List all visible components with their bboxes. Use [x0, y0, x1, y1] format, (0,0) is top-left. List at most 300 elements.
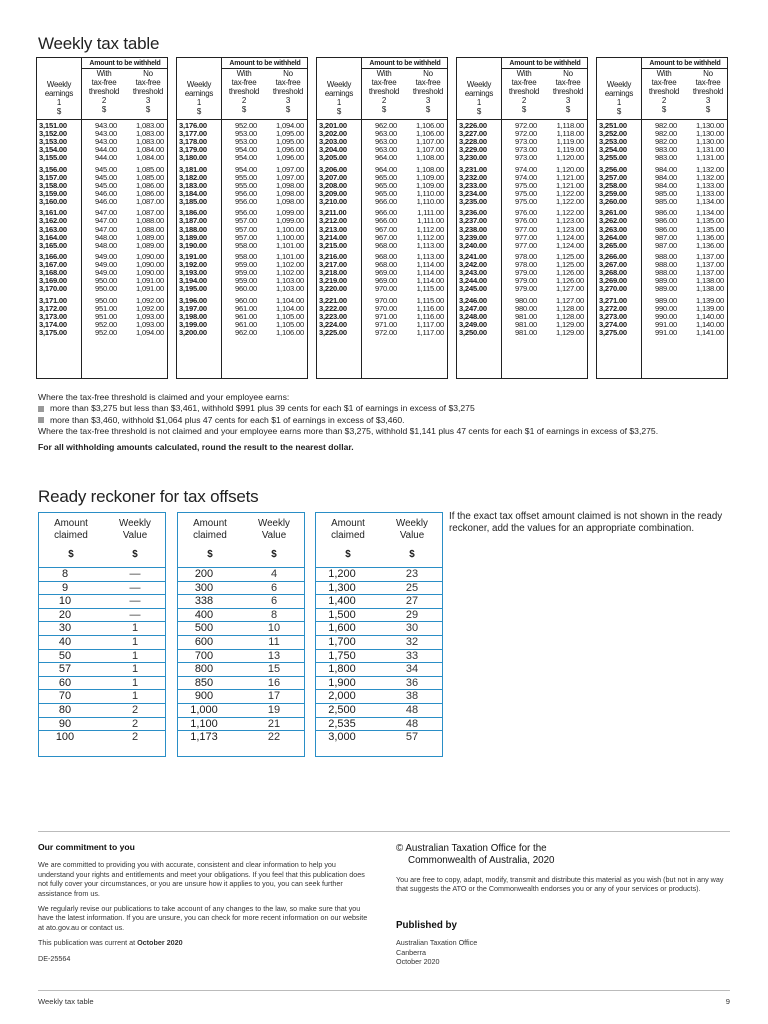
weekly-earnings: 3,252.00	[599, 129, 627, 139]
table-row	[316, 594, 442, 608]
no-threshold-amount: 1,108.00	[416, 153, 444, 163]
weekly-earnings: 3,232.00	[459, 172, 487, 182]
weekly-earnings: 3,236.00	[459, 208, 487, 218]
weekly-earnings: 3,230.00	[459, 153, 487, 163]
column-header-line: threshold	[648, 87, 680, 96]
notes-bullet-text: more than $3,460, withhold $1,064 plus 47 cents for each $1 of earnings in excess of $3,460.	[50, 414, 405, 425]
header-line: claimed	[331, 529, 365, 541]
amount-claimed: 57	[58, 663, 72, 676]
with-threshold-amount: 968.00	[374, 240, 397, 250]
column-header	[501, 69, 547, 114]
with-threshold-amount: 980.00	[514, 303, 537, 313]
with-threshold-amount: 960.00	[234, 295, 257, 305]
weekly-earnings: 3,265.00	[599, 240, 627, 250]
with-threshold-amount: 990.00	[654, 303, 677, 313]
table-row	[177, 154, 307, 162]
column-header-line: With	[236, 69, 252, 78]
notes-rounding: For all withholding amounts calculated, round the result to the nearest dollar.	[38, 442, 354, 453]
weekly-earnings: 3,170.00	[39, 284, 67, 294]
no-threshold-amount: 1,084.00	[136, 145, 164, 155]
no-threshold-amount: 1,121.00	[556, 180, 584, 190]
column-header-line: threshold	[88, 87, 120, 96]
weekly-value: 38	[405, 690, 419, 703]
no-threshold-amount: 1,088.00	[136, 216, 164, 226]
column-header	[407, 69, 449, 114]
table-row	[316, 717, 442, 731]
reckoner-table	[38, 512, 166, 757]
weekly-value: 11	[268, 635, 280, 648]
no-threshold-amount: 1,124.00	[556, 240, 584, 250]
weekly-earnings: 3,257.00	[599, 172, 627, 182]
amount-claimed: 500	[194, 622, 214, 635]
weekly-earnings: 3,209.00	[319, 188, 347, 198]
no-threshold-amount: 1,106.00	[276, 328, 304, 337]
no-threshold-amount: 1,108.00	[416, 164, 444, 174]
weekly-earnings: 3,228.00	[459, 137, 487, 147]
column-header-line: $	[101, 105, 107, 114]
weekly-earnings: 3,201.00	[319, 121, 347, 130]
column-header-line: With	[96, 69, 112, 78]
header-divider	[177, 119, 307, 120]
weekly-value: 48	[405, 703, 419, 716]
column-header-line: 1	[56, 98, 62, 107]
amount-claimed: 9	[61, 581, 69, 594]
no-threshold-amount: 1,088.00	[136, 224, 164, 234]
no-threshold-amount: 1,086.00	[136, 188, 164, 198]
with-threshold-amount: 981.00	[514, 319, 537, 329]
weekly-earnings: 3,251.00	[599, 121, 627, 130]
weekly-value: 29	[405, 608, 419, 621]
weekly-earnings: 3,229.00	[459, 145, 487, 155]
weekly-earnings: 3,207.00	[319, 172, 347, 182]
weekly-earnings: 3,199.00	[179, 319, 207, 329]
weekly-earnings: 3,269.00	[599, 276, 627, 286]
no-threshold-amount: 1,117.00	[416, 328, 444, 337]
with-threshold-amount: 952.00	[94, 328, 117, 337]
reckoner-note: If the exact tax offset amount claimed is not shown in the ready reckoner, add the values for an appropriate combination.	[449, 511, 723, 535]
weekly-earnings: 3,155.00	[39, 153, 67, 163]
no-threshold-amount: 1,140.00	[696, 311, 724, 321]
no-threshold-amount: 1,133.00	[696, 188, 724, 198]
weekly-earnings: 3,248.00	[459, 311, 487, 321]
column-header-line: 2	[381, 96, 387, 105]
weekly-earnings: 3,167.00	[39, 260, 67, 270]
amount-claimed: 800	[194, 663, 214, 676]
amount-claimed: 50	[58, 649, 72, 662]
table-row	[39, 730, 165, 744]
weekly-value: 32	[405, 635, 419, 648]
weekly-earnings: 3,176.00	[179, 121, 207, 130]
weekly-earnings: 3,273.00	[599, 311, 627, 321]
publication-code: DE-25564	[38, 953, 71, 963]
with-threshold-amount: 949.00	[94, 260, 117, 270]
copyright-title	[396, 843, 732, 867]
no-threshold-amount: 1,115.00	[416, 284, 444, 294]
amount-claimed: 1,600	[328, 622, 356, 635]
weekly-value: 36	[405, 676, 419, 689]
commitment-section	[38, 843, 373, 969]
weekly-tax-tables	[36, 57, 730, 379]
with-threshold-amount: 961.00	[234, 303, 257, 313]
weekly-value-header	[242, 518, 306, 541]
with-threshold-amount: 975.00	[514, 197, 537, 207]
header-line: Weekly	[258, 518, 290, 529]
with-threshold-amount: 945.00	[94, 180, 117, 190]
no-threshold-amount: 1,133.00	[696, 180, 724, 190]
no-threshold-amount: 1,109.00	[416, 172, 444, 182]
no-threshold-amount: 1,128.00	[556, 311, 584, 321]
with-threshold-amount: 980.00	[514, 295, 537, 305]
weekly-earnings: 3,254.00	[599, 145, 627, 155]
with-threshold-amount: 956.00	[234, 197, 257, 207]
with-threshold-amount: 979.00	[514, 268, 537, 278]
no-threshold-amount: 1,122.00	[556, 197, 584, 207]
no-threshold-amount: 1,136.00	[696, 232, 724, 242]
weekly-earnings: 3,258.00	[599, 180, 627, 190]
weekly-value: 10	[267, 622, 281, 635]
weekly-value: —	[129, 595, 141, 608]
no-threshold-amount: 1,136.00	[696, 240, 724, 250]
no-threshold-amount: 1,089.00	[136, 232, 164, 242]
with-threshold-amount: 950.00	[94, 295, 117, 305]
weekly-earnings: 3,183.00	[179, 180, 207, 190]
reckoner-header	[178, 513, 304, 567]
amount-claimed: 2,500	[328, 703, 356, 716]
copyright-section	[396, 843, 732, 966]
weekly-earnings: 3,192.00	[179, 260, 207, 270]
header-line: Value	[261, 529, 287, 541]
weekly-earnings: 3,231.00	[459, 164, 487, 174]
no-threshold-amount: 1,114.00	[416, 268, 444, 278]
tax-rows	[457, 122, 587, 337]
no-threshold-amount: 1,097.00	[276, 172, 304, 182]
with-threshold-amount: 969.00	[374, 276, 397, 286]
column-header-line: 1	[196, 98, 202, 107]
table-row	[317, 198, 447, 206]
with-threshold-amount: 952.00	[94, 319, 117, 329]
table-row	[177, 329, 307, 337]
amount-claimed: 20	[58, 608, 72, 621]
table-row	[317, 242, 447, 250]
tax-table	[176, 57, 308, 379]
weekly-earnings: 3,204.00	[319, 145, 347, 155]
weekly-earnings: 3,211.00	[319, 208, 347, 218]
amount-claimed: 90	[58, 717, 72, 730]
no-threshold-amount: 1,139.00	[696, 303, 724, 313]
amount-claimed: 80	[58, 703, 72, 716]
column-header-line: $	[661, 105, 667, 114]
table-row	[37, 285, 167, 293]
table-row	[178, 594, 304, 608]
table-row	[177, 198, 307, 206]
no-threshold-amount: 1,102.00	[276, 260, 304, 270]
weekly-value: —	[129, 568, 141, 580]
no-threshold-amount: 1,098.00	[276, 197, 304, 207]
weekly-value: —	[129, 608, 141, 621]
notes-bullet-text: more than $3,275 but less than $3,461, withhold $991 plus 39 cents for each $1 of earnings in excess of $3,275	[50, 403, 475, 414]
table-row	[597, 285, 727, 293]
with-threshold-amount: 958.00	[234, 251, 257, 261]
no-threshold-amount: 1,116.00	[416, 303, 444, 313]
with-threshold-amount: 983.00	[654, 153, 677, 163]
table-row	[178, 635, 304, 649]
table-row	[39, 676, 165, 690]
no-threshold-amount: 1,104.00	[276, 295, 304, 305]
weekly-earnings: 3,156.00	[39, 164, 67, 174]
with-threshold-amount: 988.00	[654, 260, 677, 270]
column-header-line: $	[476, 107, 482, 116]
weekly-earnings: 3,169.00	[39, 276, 67, 286]
column-header	[361, 69, 407, 114]
with-threshold-amount: 970.00	[374, 295, 397, 305]
weekly-earnings: 3,195.00	[179, 284, 207, 294]
amount-withheld-header: Amount to be withheld	[501, 58, 588, 69]
no-threshold-amount: 1,131.00	[696, 153, 724, 163]
column-header-line: 2	[521, 96, 527, 105]
no-threshold-amount: 1,103.00	[276, 284, 304, 294]
weekly-earnings: 3,266.00	[599, 251, 627, 261]
weekly-value: 1	[131, 663, 139, 676]
table-row	[39, 594, 165, 608]
no-threshold-amount: 1,097.00	[276, 164, 304, 174]
column-header-line: $	[196, 107, 202, 116]
column-header-line: 3	[145, 96, 151, 105]
with-threshold-amount: 960.00	[234, 284, 257, 294]
weekly-earnings: 3,180.00	[179, 153, 207, 163]
weekly-earnings: 3,171.00	[39, 295, 67, 305]
no-threshold-amount: 1,130.00	[696, 121, 724, 130]
weekly-earnings: 3,202.00	[319, 129, 347, 139]
with-threshold-amount: 954.00	[234, 145, 257, 155]
with-threshold-amount: 959.00	[234, 276, 257, 286]
no-threshold-amount: 1,101.00	[276, 240, 304, 250]
no-threshold-amount: 1,119.00	[556, 137, 584, 147]
amount-withheld-header: Amount to be withheld	[361, 58, 448, 69]
no-threshold-amount: 1,092.00	[136, 303, 164, 313]
amount-claimed: 1,400	[328, 595, 356, 608]
header-line: claimed	[54, 529, 88, 541]
amount-claimed: 1,300	[328, 581, 356, 594]
weekly-earnings: 3,151.00	[39, 121, 67, 130]
with-threshold-amount: 972.00	[514, 121, 537, 130]
tax-table	[456, 57, 588, 379]
reckoner-header	[316, 513, 442, 567]
column-header	[457, 80, 501, 116]
with-threshold-amount: 986.00	[654, 224, 677, 234]
table-row	[457, 242, 587, 250]
with-threshold-amount: 961.00	[234, 319, 257, 329]
weekly-earnings: 3,245.00	[459, 284, 487, 294]
column-header-line: 3	[705, 96, 711, 105]
page-number: 9	[725, 997, 730, 1006]
column-header-line: 2	[661, 96, 667, 105]
column-header-line: $	[616, 107, 622, 116]
weekly-earnings: 3,235.00	[459, 197, 487, 207]
with-threshold-amount: 989.00	[654, 295, 677, 305]
header-divider	[457, 119, 587, 120]
no-threshold-amount: 1,126.00	[556, 276, 584, 286]
header-divider	[317, 119, 447, 120]
weekly-earnings: 3,190.00	[179, 240, 207, 250]
with-threshold-amount: 949.00	[94, 268, 117, 278]
unit-label: $	[68, 549, 74, 560]
column-header-line: With	[656, 69, 672, 78]
table-row	[178, 581, 304, 595]
column-header-line: earnings	[324, 89, 354, 98]
table-row	[597, 198, 727, 206]
copyright-line: Commonwealth of Australia, 2020	[408, 855, 555, 866]
table-row	[457, 329, 587, 337]
weekly-value: 8	[270, 608, 278, 621]
published-title: Published by	[396, 919, 457, 931]
square-bullet-icon	[38, 417, 44, 423]
unit-label: $	[207, 549, 213, 560]
column-header-line: $	[145, 105, 151, 114]
table-row	[316, 608, 442, 622]
column-header-line: $	[285, 105, 291, 114]
column-header-line: $	[241, 105, 247, 114]
page-footer-label: Weekly tax table	[38, 997, 94, 1006]
table-row	[37, 242, 167, 250]
no-threshold-amount: 1,129.00	[556, 319, 584, 329]
current-date-line	[38, 938, 373, 947]
weekly-value: 16	[267, 676, 281, 689]
no-threshold-amount: 1,091.00	[136, 276, 164, 286]
with-threshold-amount: 985.00	[654, 197, 677, 207]
amount-claimed: 1,750	[328, 649, 356, 662]
column-header-line: 3	[425, 96, 431, 105]
with-threshold-amount: 961.00	[234, 311, 257, 321]
weekly-earnings: 3,250.00	[459, 328, 487, 337]
with-threshold-amount: 963.00	[374, 137, 397, 147]
no-threshold-amount: 1,127.00	[556, 295, 584, 305]
table-row	[39, 649, 165, 663]
with-threshold-amount: 984.00	[654, 164, 677, 174]
unit-label: $	[271, 549, 277, 560]
no-threshold-amount: 1,104.00	[276, 303, 304, 313]
weekly-earnings: 3,267.00	[599, 260, 627, 270]
column-header	[547, 69, 589, 114]
current-date: October 2020	[137, 938, 183, 948]
weekly-value: 1	[131, 649, 139, 662]
weekly-earnings: 3,178.00	[179, 137, 207, 147]
column-header-line: $	[565, 105, 571, 114]
weekly-earnings: 3,212.00	[319, 216, 347, 226]
with-threshold-amount: 981.00	[514, 328, 537, 337]
tax-rows	[317, 122, 447, 337]
with-threshold-amount: 977.00	[514, 224, 537, 234]
no-threshold-amount: 1,083.00	[136, 129, 164, 139]
weekly-earnings: 3,188.00	[179, 224, 207, 234]
no-threshold-amount: 1,099.00	[276, 216, 304, 226]
table-row	[177, 285, 307, 293]
no-threshold-amount: 1,127.00	[556, 284, 584, 294]
no-threshold-amount: 1,118.00	[556, 121, 584, 130]
table-row	[178, 676, 304, 690]
amount-claimed: 200	[194, 568, 214, 580]
amount-claimed: 1,800	[328, 663, 356, 676]
weekly-earnings: 3,161.00	[39, 208, 67, 218]
with-threshold-amount: 944.00	[94, 145, 117, 155]
no-threshold-amount: 1,128.00	[556, 303, 584, 313]
withholding-notes	[38, 392, 678, 453]
column-header-line: Weekly	[606, 80, 632, 89]
column-header-line: threshold	[132, 87, 164, 96]
weekly-value: 57	[405, 731, 419, 744]
with-threshold-amount: 967.00	[374, 232, 397, 242]
column-header-line: tax-free	[651, 78, 677, 87]
column-header-line: Weekly	[466, 80, 492, 89]
with-threshold-amount: 982.00	[654, 121, 677, 130]
weekly-value: 4	[270, 568, 278, 580]
weekly-earnings: 3,255.00	[599, 153, 627, 163]
column-header-line: 3	[285, 96, 291, 105]
with-threshold-amount: 956.00	[234, 188, 257, 198]
with-threshold-amount: 973.00	[514, 153, 537, 163]
header-line: claimed	[193, 529, 227, 541]
table-row	[39, 662, 165, 676]
no-threshold-amount: 1,134.00	[696, 197, 724, 207]
table-row	[178, 567, 304, 581]
no-threshold-amount: 1,118.00	[556, 129, 584, 139]
no-threshold-amount: 1,092.00	[136, 295, 164, 305]
with-threshold-amount: 982.00	[654, 129, 677, 139]
amount-claimed: 1,100	[190, 717, 218, 730]
no-threshold-amount: 1,117.00	[416, 319, 444, 329]
with-threshold-amount: 979.00	[514, 276, 537, 286]
tax-rows	[177, 122, 307, 337]
weekly-earnings: 3,272.00	[599, 303, 627, 313]
weekly-earnings: 3,153.00	[39, 137, 67, 147]
unit-label: $	[409, 549, 415, 560]
table-row	[316, 567, 442, 581]
no-threshold-amount: 1,091.00	[136, 284, 164, 294]
table-row	[39, 621, 165, 635]
weekly-earnings: 3,158.00	[39, 180, 67, 190]
with-threshold-amount: 973.00	[514, 145, 537, 155]
weekly-earnings: 3,225.00	[319, 328, 347, 337]
no-threshold-amount: 1,084.00	[136, 153, 164, 163]
with-threshold-amount: 971.00	[374, 311, 397, 321]
with-threshold-amount: 953.00	[234, 137, 257, 147]
weekly-earnings: 3,205.00	[319, 153, 347, 163]
weekly-earnings: 3,234.00	[459, 188, 487, 198]
section-title: Ready reckoner for tax offsets	[38, 487, 259, 506]
no-threshold-amount: 1,107.00	[416, 145, 444, 155]
column-header-line: Weekly	[46, 80, 72, 89]
table-row	[39, 717, 165, 731]
weekly-earnings: 3,238.00	[459, 224, 487, 234]
with-threshold-amount: 954.00	[234, 164, 257, 174]
with-threshold-amount: 946.00	[94, 197, 117, 207]
with-threshold-amount: 978.00	[514, 251, 537, 261]
no-threshold-amount: 1,114.00	[416, 260, 444, 270]
table-row	[178, 608, 304, 622]
column-header-line: tax-free	[371, 78, 397, 87]
column-header-line: $	[425, 105, 431, 114]
no-threshold-amount: 1,138.00	[696, 276, 724, 286]
table-row	[316, 676, 442, 690]
amount-claimed: 70	[58, 690, 72, 703]
no-threshold-amount: 1,105.00	[276, 311, 304, 321]
column-header	[317, 80, 361, 116]
column-header-line: tax-free	[555, 78, 581, 87]
amount-withheld-header: Amount to be withheld	[221, 58, 308, 69]
with-threshold-amount: 963.00	[374, 145, 397, 155]
column-header-line: $	[705, 105, 711, 114]
with-threshold-amount: 947.00	[94, 216, 117, 226]
with-threshold-amount: 951.00	[94, 311, 117, 321]
